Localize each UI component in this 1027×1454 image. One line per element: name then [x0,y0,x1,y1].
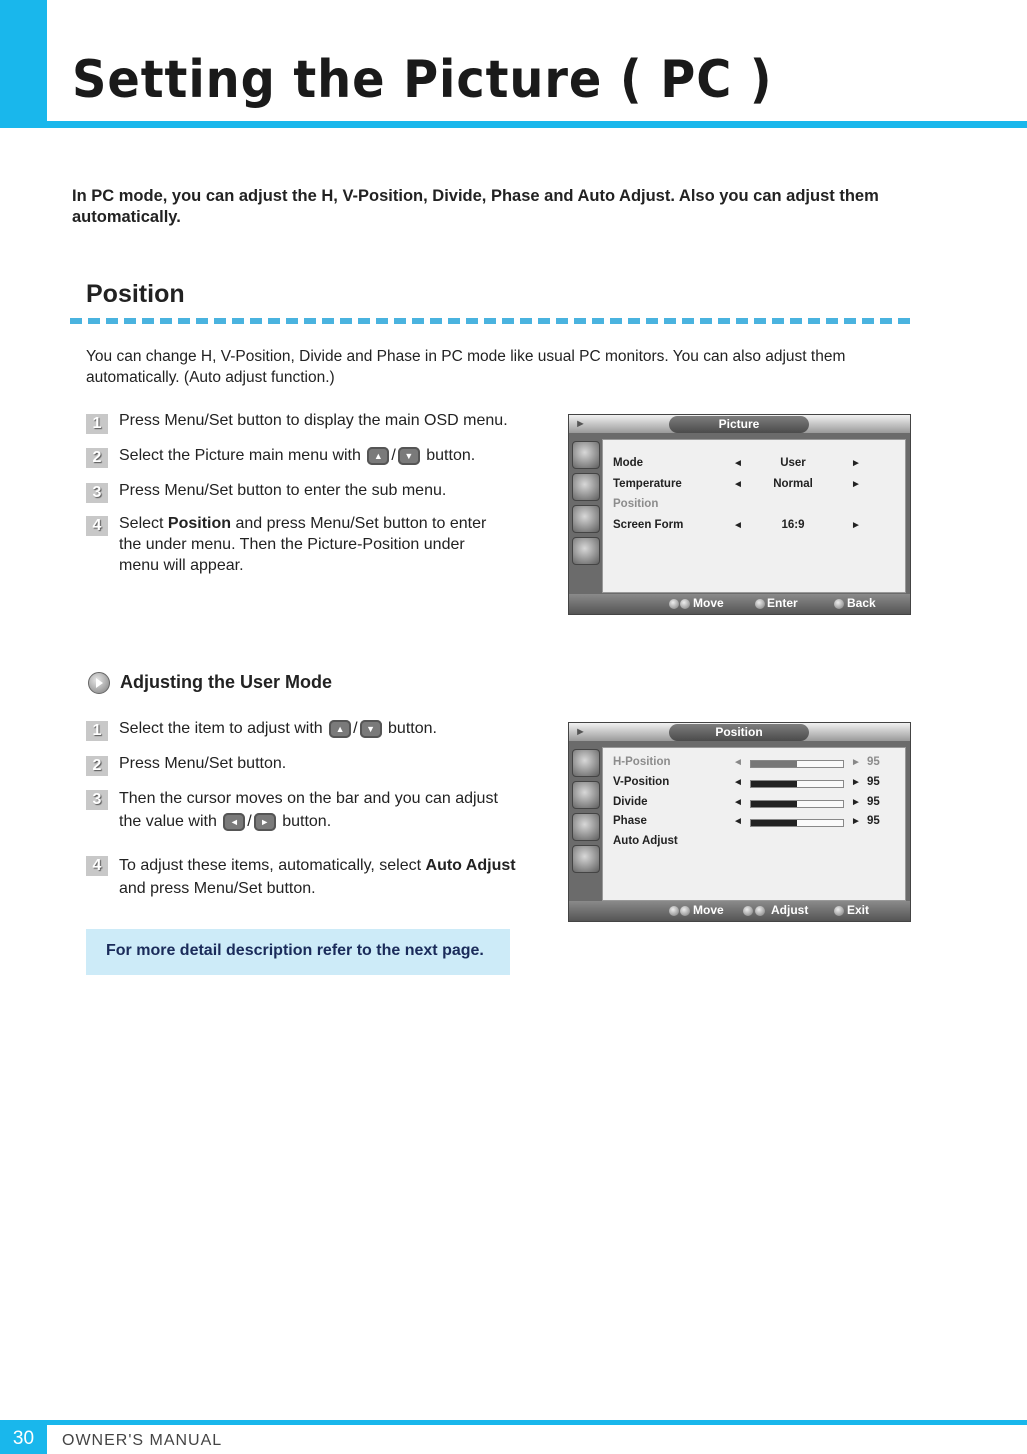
picture-menu-icon [572,441,600,469]
right-arrow-icon: ► [851,816,861,827]
step-text [119,854,519,900]
step-text-bold: Position [167,515,232,532]
step-text: Press Menu/Set button. [119,755,287,772]
section-description: You can change H, V-Position, Divide and Phase in PC mode like usual PC monitors. You can also adjust them automatically. (Auto adjust function.) [86,348,846,386]
left-arrow-icon: ◄ [733,816,743,827]
right-arrow-icon: ► [851,797,861,808]
osd-row-label: V-Position [613,776,670,788]
h-position-slider[interactable] [750,760,844,768]
osd-row-label: Phase [613,815,647,827]
note-text: For more detail description refer to the next page. [106,942,484,959]
osd-footer [569,901,910,921]
step-number: 2 [86,448,108,468]
step-text: Press Menu/Set button to display the main OSD menu. [119,412,508,429]
left-arrow-icon: ◄ [733,520,743,531]
vol-right-button-icon: ► [254,813,276,831]
section-heading: Position [86,280,185,308]
step-text-bold: Auto Adjust [425,857,516,874]
sound-menu-icon [572,473,600,501]
slash: / [247,813,252,830]
step-text-pre: Select the Picture main menu with [119,447,361,464]
osd-content [602,439,906,593]
step-number: 4 [86,516,108,536]
right-arrow-icon: ► [851,757,861,768]
osd-picture-menu [568,414,911,615]
header-side-bar [0,0,47,128]
osd-row-label: Temperature [613,478,682,490]
step-text [119,513,494,576]
step-text-post: button. [282,813,332,830]
up-button-icon: ▲ [329,720,351,738]
step-text: Press Menu/Set button to enter the sub menu. [119,482,447,499]
step-number: 1 [86,721,108,741]
step-number: 3 [86,790,108,810]
osd-position-menu [568,722,911,922]
slider-fill [751,761,797,767]
osd-row-label-selected: Position [613,498,659,510]
down-button-icon: ▼ [360,720,382,738]
page-number: 30 [12,1428,35,1449]
manual-label: OWNER'S MANUAL [62,1432,223,1449]
step-text-post: and press Menu/Set button. [119,880,316,897]
move-key-icon [669,599,679,609]
osd-row-value: 95 [867,756,880,768]
subsection-heading: Adjusting the User Mode [120,672,333,692]
divide-slider[interactable] [750,800,844,808]
osd-row-value: 95 [867,796,880,808]
osd-row-label: Auto Adjust [613,835,678,847]
footer-adjust: Adjust [771,903,809,917]
footer-rule [0,1420,1027,1425]
picture-menu-icon [572,749,600,777]
slider-fill [751,801,797,807]
adjust-key-icon [743,906,753,916]
osd-content [602,747,906,901]
left-arrow-icon: ◄ [733,797,743,808]
vol-left-button-icon: ◄ [223,813,245,831]
osd-row-value: 95 [867,815,880,827]
slash: / [353,720,358,737]
slash: / [391,447,396,464]
left-arrow-icon: ◄ [733,479,743,490]
step-text-post: button. [426,447,476,464]
footer-back: Back [847,596,876,610]
exit-key-icon [834,906,844,916]
step-text [119,787,509,833]
osd-title: Position [669,724,809,741]
osd-row-label: Mode [613,457,644,469]
osd-title: Picture [669,416,809,433]
footer-move: Move [693,903,724,917]
move-key-icon [680,599,690,609]
up-button-icon: ▲ [367,447,389,465]
enter-key-icon [755,599,765,609]
step-number: 1 [86,414,108,434]
move-key-icon [669,906,679,916]
slider-fill [751,820,797,826]
step-number: 3 [86,483,108,503]
move-key-icon [680,906,690,916]
osd-row-label-selected: H-Position [613,756,671,768]
left-arrow-icon: ◄ [733,757,743,768]
slider-fill [751,781,797,787]
down-button-icon: ▼ [398,447,420,465]
step-number: 2 [86,756,108,776]
osd-row-label: Divide [613,796,648,808]
right-arrow-icon: ► [851,458,861,469]
time-menu-icon [572,537,600,565]
right-arrow-icon: ► [851,479,861,490]
setup-menu-icon [572,813,600,841]
note-box [86,929,510,975]
play-bullet-icon [88,672,110,694]
footer-move: Move [693,596,724,610]
osd-forward-icon: ► [575,418,586,430]
step-text-pre: To adjust these items, automatically, select [119,857,422,874]
section-divider [70,318,910,324]
osd-footer [569,594,910,614]
osd-forward-icon: ► [575,726,586,738]
osd-icon-column [572,749,600,877]
left-arrow-icon: ◄ [733,777,743,788]
footer-enter: Enter [767,596,798,610]
adjust-key-icon [755,906,765,916]
step-text-post: button. [388,720,437,737]
step-text [119,445,519,466]
osd-row-value: Normal [773,478,813,490]
intro-text: In PC mode, you can adjust the H, V-Position, Divide, Phase and Auto Adjust. Also you can adjust them automatically. [72,187,879,226]
step-number: 4 [86,856,108,876]
step-text-pre: Then the cursor moves on the bar and you can adjust the value with [119,790,498,830]
osd-icon-column [572,441,600,569]
osd-row-value: 16:9 [781,519,805,531]
step-text-pre: Select the item to adjust with [119,720,323,737]
step-text-pre: Select [119,515,164,532]
osd-row-value: 95 [867,776,880,788]
v-position-slider[interactable] [750,780,844,788]
step-text-post: and press Menu/Set button to enter the under menu. Then the Picture-Position under menu will appear. [119,515,487,574]
setup-menu-icon [572,505,600,533]
right-arrow-icon: ► [851,520,861,531]
footer-exit: Exit [847,903,870,917]
page-title: Setting the Picture ( PC ) [72,50,773,110]
osd-row-value: User [780,457,806,469]
phase-slider[interactable] [750,819,844,827]
sound-menu-icon [572,781,600,809]
time-menu-icon [572,845,600,873]
left-arrow-icon: ◄ [733,458,743,469]
step-text [119,718,519,739]
osd-row-label: Screen Form [613,519,684,531]
right-arrow-icon: ► [851,777,861,788]
back-key-icon [834,599,844,609]
header-rule [0,121,1027,128]
